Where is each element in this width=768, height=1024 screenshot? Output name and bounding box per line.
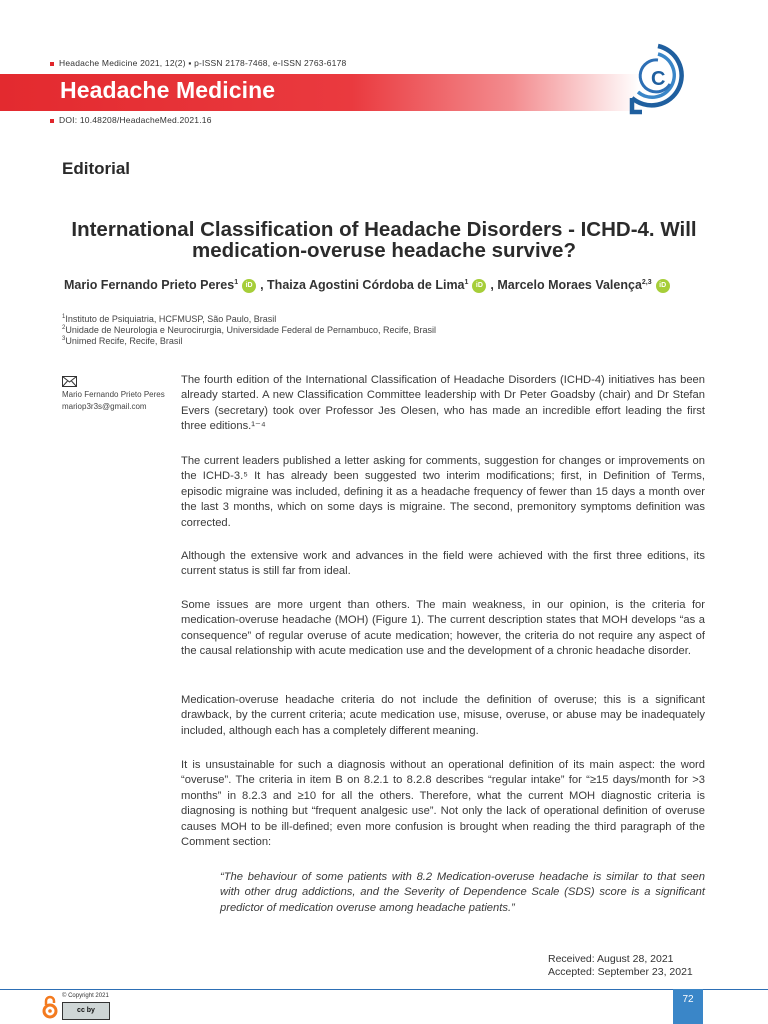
affiliation-sup: 2	[62, 325, 66, 331]
article-title: International Classification of Headache Disorders - ICHD-4. Will medication-overuse headache survive?	[71, 218, 697, 262]
correspondence	[62, 376, 172, 413]
bullet-icon	[50, 62, 54, 66]
paragraph	[181, 693, 705, 739]
author-affiliation-sup: 1	[464, 278, 469, 286]
received-date: Received: August 28, 2021	[548, 953, 674, 965]
paragraph	[181, 549, 705, 580]
paragraph	[181, 758, 705, 850]
author-name: Mario Fernando Prieto Peres	[64, 278, 235, 292]
svg-text:C: C	[651, 68, 666, 90]
journal-meta	[50, 58, 346, 68]
cc-by-license-badge[interactable]: cc by	[62, 1002, 110, 1020]
author-list	[64, 278, 674, 293]
affiliation-text: Unidade de Neurologia e Neurocirurgia, Universidade Federal de Pernambuco, Recife, Brasil	[65, 325, 437, 335]
copyright-notice: © Copyright 2021	[62, 993, 109, 999]
correspondence-name: Mario Fernando Prieto Peres	[62, 390, 165, 399]
paragraph	[181, 598, 705, 660]
block-quote: “The behaviour of some patients with 8.2 Medication-overuse headache is similar to that seen with other drug addictions, and the Severity of Dependence Scale (SDS) score is a significant predictor of medication overuse among headache patients.”	[220, 871, 705, 914]
author-affiliation-sup: 1	[234, 278, 239, 286]
paragraph-text: The current leaders published a letter asking for comments, suggestion for changes or improvements on the ICHD-3.⁵ It has already been suggested two interim modifications; first, in Definition of Terms, episodic migraine was included, defining it as a headache frequency of fewer than 15 days a month over the last 3 months, which on some days is migraine. The second, premonitory symptoms definition was corrected.	[181, 455, 705, 529]
orcid-icon[interactable]: iD	[656, 279, 670, 293]
affiliation	[62, 325, 436, 335]
affiliation-sup: 1	[62, 314, 66, 320]
orcid-icon[interactable]: iD	[472, 279, 486, 293]
affiliation-text: Instituto de Psiquiatria, HCFMUSP, São Paulo, Brasil	[65, 314, 277, 324]
author-separator: ,	[490, 278, 498, 292]
author-separator: ,	[260, 278, 268, 292]
orcid-icon[interactable]: iD	[242, 279, 256, 293]
doi-line	[50, 115, 212, 125]
paragraph-text: The fourth edition of the International Classification of Headache Disorders (ICHD-4) initiatives has been already started. A new Classification Committee leadership with Dr Peter Goadsby (chair) and Dr Stefan Evers (secretary) took over Professor Jes Olesen, who has made an incredible effort leading the first three editions.¹⁻⁴	[181, 374, 705, 433]
bullet-icon	[50, 119, 54, 123]
accepted-date: Accepted: September 23, 2021	[548, 966, 693, 978]
paragraph	[181, 454, 705, 531]
headache-medicine-logo	[618, 40, 698, 120]
correspondence-email[interactable]: mariop3r3s@gmail.com	[62, 402, 147, 411]
page-number: 72	[673, 989, 703, 1024]
author-name: Thaiza Agostini Córdoba de Lima	[267, 278, 465, 292]
affiliation	[62, 336, 182, 346]
paragraph	[181, 373, 705, 435]
footer-rule	[0, 989, 768, 990]
journal-name: Headache Medicine	[60, 77, 276, 103]
affiliation-sup: 3	[62, 336, 66, 342]
author-name: Marcelo Moraes Valença	[497, 278, 642, 292]
doi-link[interactable]: DOI: 10.48208/HeadacheMed.2021.16	[59, 115, 212, 125]
affiliation	[62, 314, 276, 324]
journal-meta-text: Headache Medicine 2021, 12(2) ▪ p-ISSN 2178-7468, e-ISSN 2763-6178	[59, 58, 347, 68]
envelope-icon	[62, 376, 77, 387]
paragraph-text: It is unsustainable for such a diagnosis without an operational definition of its main aspect: the word “overuse”. The criteria in item B on 8.2.1 to 8.2.8 describes “regular intake” for “≥15 days/month for >3 months” in 8.2.3 and ≥10 for all the others. Therefore, what the current MOH diagnostic criteria is diagnosing is nothing but “frequent analgesic use”. Not only the lack of operational definition of overuse causes MOH to be ill-defined; even more confusion is brought when reading the third paragraph of the Comment section:	[181, 759, 705, 849]
open-access-icon	[42, 995, 58, 1019]
paragraph-text: Although the extensive work and advances in the field were achieved with the first three editions, its current status is still far from ideal.	[181, 550, 705, 578]
paragraph-text: Some issues are more urgent than others. The main weakness, in our opinion, is the criteria for medication-overuse headache (MOH) (Figure 1). The current description states that MOH develops “as a consequence” of regular overuse of acute medication; however, the criteria do not require any aspect of the causal relationship with acute medication use and the development of a chronic headache disorder.	[181, 599, 705, 658]
section-label: Editorial	[62, 159, 131, 178]
affiliation-text: Unimed Recife, Recife, Brasil	[65, 336, 183, 346]
author-affiliation-sup: 2,3	[641, 278, 652, 286]
paragraph-text: Medication-overuse headache criteria do not include the definition of overuse; this is a significant drawback, by the current criteria; acute medication use, misuse, overuse, or abuse may be inadequately included, although each has a completely different meaning.	[181, 694, 705, 737]
